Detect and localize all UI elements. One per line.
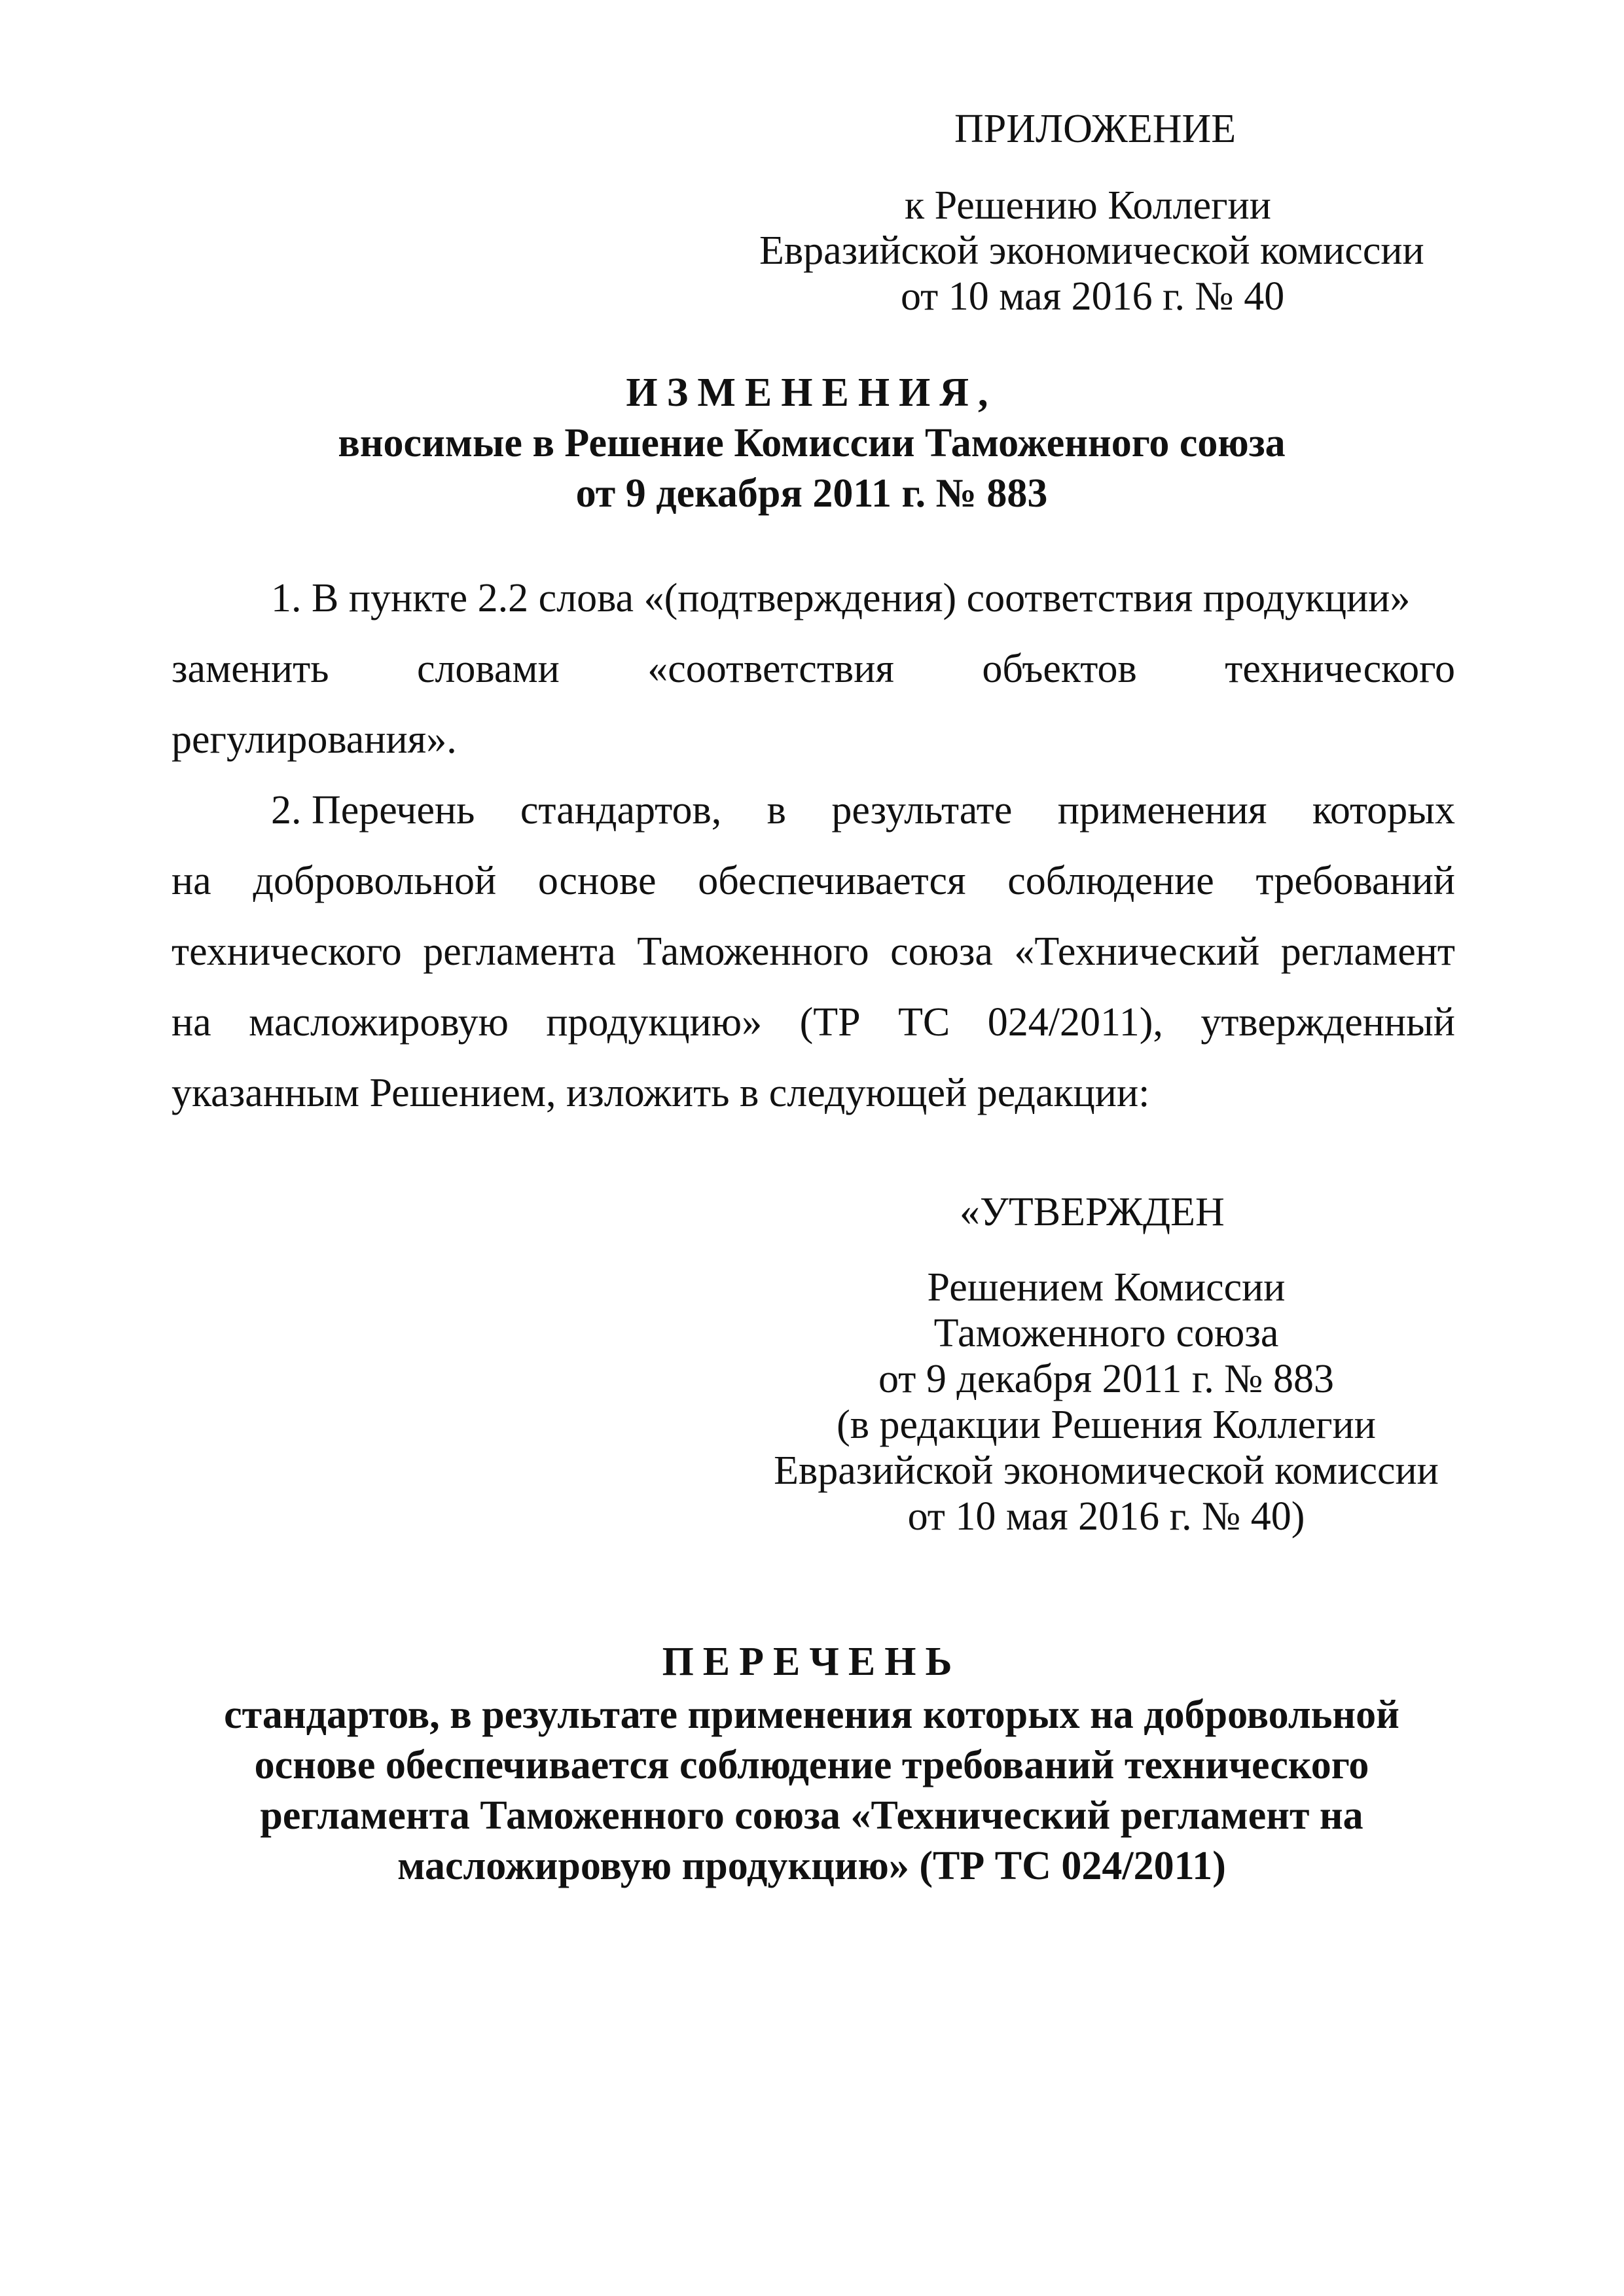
word: в (767, 788, 786, 833)
word: результате (831, 788, 1013, 833)
word: основе (537, 859, 657, 903)
list-heading-line-2: основе обеспечивается соблюдение требований технического (254, 1743, 1369, 1787)
item-2-line-1 (271, 786, 1455, 834)
word: 024/2011), (987, 1000, 1163, 1045)
word: утвержденный (1200, 1000, 1455, 1045)
word: «Технический (1014, 929, 1260, 974)
word: стандартов, (520, 788, 722, 833)
approval-by-decision: Решением Комиссии (927, 1265, 1286, 1310)
appendix-title: ПРИЛОЖЕНИЕ (954, 107, 1236, 151)
word: технического (171, 929, 402, 974)
item-2-line-4 (171, 998, 1455, 1047)
appendix-commission: Евразийской экономической комиссии (759, 228, 1424, 273)
word: союза (890, 929, 993, 974)
approval-approved: «УТВЕРЖДЕН (960, 1190, 1225, 1234)
changes-title: ИЗМЕНЕНИЯ, (626, 370, 998, 415)
item-2-line-5: указанным Решением, изложить в следующей редакции: (171, 1071, 1150, 1115)
word: регламента (423, 929, 616, 974)
word: которых (1312, 788, 1455, 833)
appendix-date-number: от 10 мая 2016 г. № 40 (901, 274, 1285, 319)
item-1-line-2 (171, 645, 1455, 693)
word: 2. Перечень (271, 788, 475, 833)
word: словами (416, 647, 560, 691)
word: (ТР (799, 1000, 861, 1045)
list-heading-line-1: стандартов, в результате применения которых на добровольной (224, 1693, 1399, 1737)
word: ТС (898, 1000, 950, 1045)
item-1-line-3: регулирования». (171, 717, 457, 762)
changes-subtitle-1: вносимые в Решение Комиссии Таможенного союза (338, 421, 1286, 465)
word: требований (1255, 859, 1455, 903)
word: регламент (1280, 929, 1455, 974)
item-2-line-3 (171, 927, 1455, 976)
word: на (171, 859, 211, 903)
word: «соответствия (647, 647, 894, 691)
word: соблюдение (1007, 859, 1214, 903)
changes-subtitle-2: от 9 декабря 2011 г. № 883 (575, 471, 1048, 516)
approval-edition-2: Евразийской экономической комиссии (774, 1448, 1439, 1493)
word: обеспечивается (698, 859, 966, 903)
word: на (171, 1000, 211, 1045)
word: добровольной (253, 859, 497, 903)
word: заменить (171, 647, 329, 691)
list-heading-line-3: регламента Таможенного союза «Технический регламент на (260, 1793, 1363, 1838)
appendix-to-decision: к Решению Коллегии (905, 183, 1271, 228)
word: объектов (982, 647, 1137, 691)
item-2-line-2 (171, 857, 1455, 905)
approval-edition-1: (в редакции Решения Коллегии (837, 1403, 1376, 1447)
approval-edition-3: от 10 мая 2016 г. № 40) (907, 1494, 1305, 1539)
list-title: ПЕРЕЧЕНЬ (662, 1640, 962, 1684)
word: продукцию» (546, 1000, 763, 1045)
item-1-line-1: 1. В пункте 2.2 слова «(подтверждения) соответствия продукции» (271, 576, 1411, 620)
word: Таможенного (637, 929, 869, 974)
approval-date-number: от 9 декабря 2011 г. № 883 (878, 1357, 1334, 1401)
word: применения (1057, 788, 1267, 833)
word: технического (1225, 647, 1455, 691)
list-heading-line-4: масложировую продукцию» (ТР ТС 024/2011) (397, 1844, 1226, 1888)
approval-customs-union: Таможенного союза (933, 1311, 1279, 1355)
word: масложировую (249, 1000, 509, 1045)
